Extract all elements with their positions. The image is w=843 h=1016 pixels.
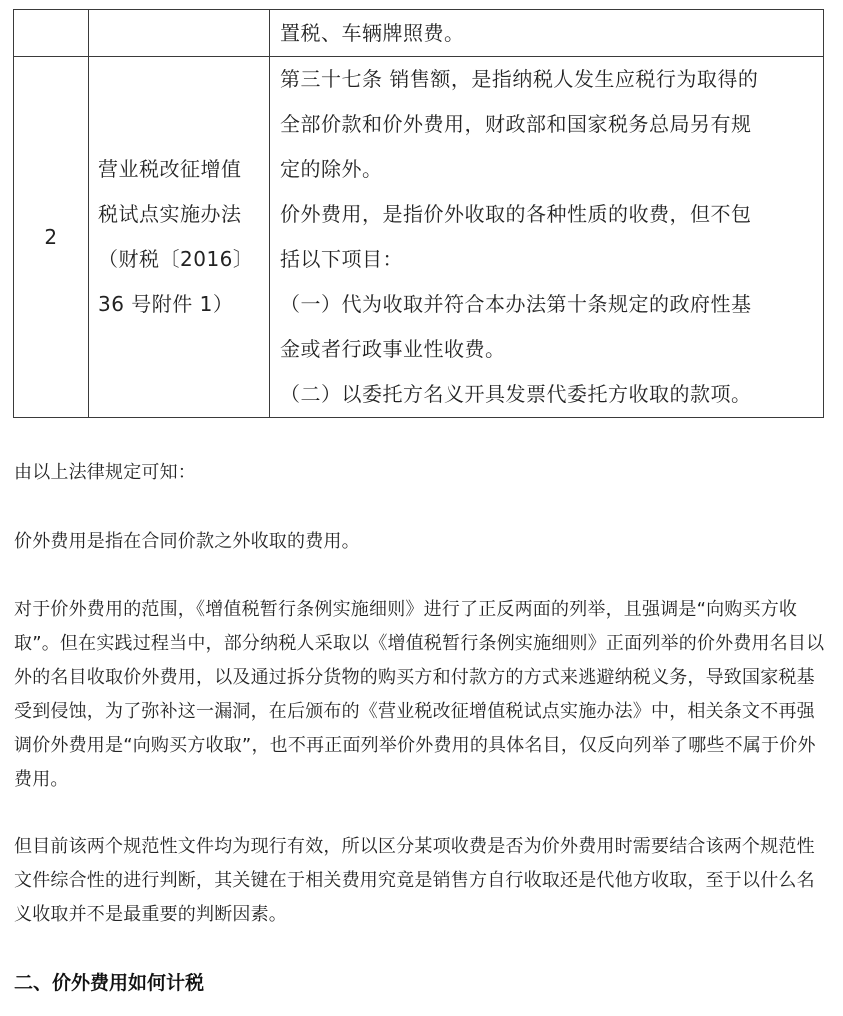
- content-line: 价外费用，是指价外收取的各种性质的收费，但不包: [280, 202, 752, 226]
- regulation-name-line: （财税〔2016〕: [98, 247, 254, 271]
- section-heading: 二、价外费用如何计税: [14, 972, 205, 994]
- row1-name-cell: [89, 10, 270, 57]
- table-row: [14, 57, 824, 418]
- regulation-name: [89, 147, 269, 327]
- row2-content-cell: [270, 57, 824, 418]
- paragraph-intro: 由以上法律规定可知：: [14, 462, 196, 483]
- regulation-name-line: 税试点实施办法: [98, 202, 242, 226]
- regulation-content: [270, 57, 823, 417]
- content-line: 全部价款和价外费用，财政部和国家税务总局另有规: [280, 112, 752, 136]
- content-line: 定的除外。: [280, 157, 383, 181]
- paragraph-judgment: 但目前该两个规范性文件均为现行有效，所以区分某项收费是否为价外费用时需要结合该两个规范性文件综合性的进行判断，其关键在于相关费用究竟是销售方自行收取还是代他方收取，至于以什么名义收取并不是最重要的判断因素。: [14, 836, 815, 925]
- content-line: （一）代为收取并符合本办法第十条规定的政府性基: [280, 292, 752, 316]
- row1-number-cell: [14, 10, 89, 57]
- law-table: [13, 9, 824, 418]
- row1-content-cell: [270, 10, 824, 57]
- paragraph-definition: 价外费用是指在合同价款之外收取的费用。: [14, 531, 360, 552]
- row2-name-cell: [89, 57, 270, 418]
- regulation-name-line: 36 号附件 1）: [98, 292, 234, 316]
- content-line: 金或者行政事业性收费。: [280, 337, 506, 361]
- content-line: 第三十七条 销售额，是指纳税人发生应税行为取得的: [280, 67, 759, 91]
- table-row: [14, 10, 824, 57]
- content-line: （二）以委托方名义开具发票代委托方收取的款项。: [280, 382, 752, 406]
- row2-number-cell: 2: [14, 57, 89, 418]
- row1-content-text: 置税、车辆牌照费。: [280, 21, 465, 45]
- content-line: 括以下项目：: [280, 247, 403, 271]
- paragraph-scope: 对于价外费用的范围，《增值税暂行条例实施细则》进行了正反两面的列举，且强调是“向购买方收取”。但在实践过程当中，部分纳税人采取以《增值税暂行条例实施细则》正面列举的价外费用名目以外的名目收取价外费用，以及通过拆分货物的购买方和付款方的方式来逃避纳税义务，导致国家税基受到侵蚀，为了弥补这一漏洞，在后颁布的《营业税改征增值税试点实施办法》中，相关条文不再强调价外费用是“向购买方收取”，也不再正面列举价外费用的具体名目，仅反向列举了哪些不属于价外费用。: [14, 599, 825, 790]
- regulation-name-line: 营业税改征增值: [98, 157, 242, 181]
